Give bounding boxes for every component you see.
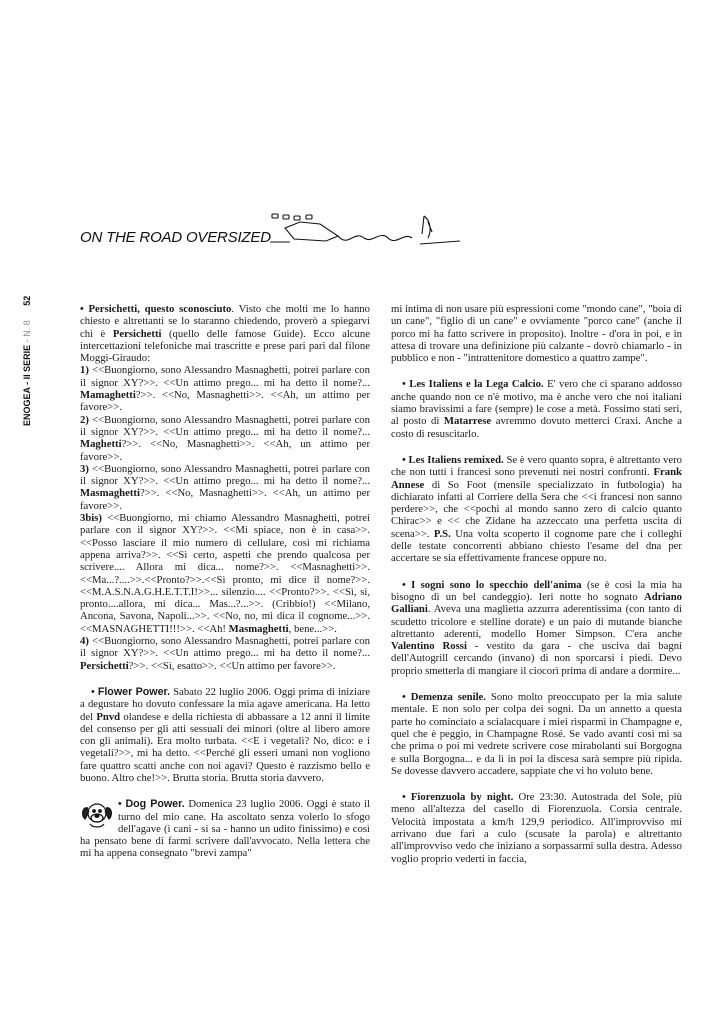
article-les-italiens: • Les Italiens e la Lega Calcio. E' vero che ci sparano addosso anche quando non ce n'è motivo, ma è anche vero che noi italiani siamo bravissimi a fare (sempre) le cose a metà. Fossimo stati seri, al posto di Matarrese avremmo dovuto metterci Craxi. Anche a costo di resuscitarlo.: [391, 378, 682, 440]
dialogue-4: 4) <<Buongiorno, sono Alessandro Masnaghetti, potrei parlare con il signor XY?>>. <<Un attimo prego... mi ha detto il nome?... Persichetti?>>. <<Sì, esatto>>. <<Un attimo per favore>>.: [80, 635, 370, 672]
dialogue-2: 2) <<Buongiorno, sono Alessandro Masnaghetti, potrei parlare con il signor XY?>>. <<Un attimo prego... mi ha detto il nome?... Maghetti?>>. <<No, Masnaghetti>>. <<Ah, un attimo per favore>>.: [80, 413, 370, 463]
article-fiorenzuola: • Fiorenzuola by night. Ore 23:30. Autostrada del Sole, più meno all'altezza del casello di Fiorenzuola. Corsia centrale. Velocità impostata a km/h 129,9 periodico. All'improvviso mi arrivano due fari a culo (scusate la parola) e altrettanto all'improvviso vedo che iniziano a sorpassarmi sulla destra. Adesso voglio proprio vederti in faccia,: [391, 791, 682, 865]
dialogue-3bis: 3bis) <<Buongiorno, mi chiamo Alessandro Masnaghetti, potrei parlare con il signor XY?>>. <<Mi spiace, non è in casa>>. <<Posso lasciare il mio numero di cellulare, così mi richiama appena arriva?>>. <<Sì certo, aspetti che prendo qualcosa per scrivere.... Allora mi dica... nome?>>. <<Masnaghetti>>.<<Ma...?....>>.<<Pronto?>>.<<Sì pronto, mi dice il nome?>>.<<M.A.S.N.A.G.H.E.T.T.I!>>... silenzio.... <<Pronto?>>. <<Sì, sì, pronto....allora, mi dica... Mas...?...>>. (Cribbio!) <<Milano, Ancona, Savona, Napoli...>>. <<No, no, mi dica il cognome...>>. <<MASNAGHETTI!!!>>. <<Ah! Masmaghetti, bene...>>.: [80, 512, 370, 635]
article-les-italiens-remixed: • Les Italiens remixed. Se è vero quanto sopra, è altrettanto vero che non tutti i francesi sono prevenuti nei nostri confronti. Frank Annese di So Foot (mensile specializzato in futbologia) ha dichiarato infatti al Corriere della Sera che <<i francesi non sanno perdere>>, che <<pochi al mondo sanno zero di calcio quanto Chirac>> e << che Zidane ha azzeccato una perfetta uscita di scena>>. P.S. Una volta scoperto il cognome pare che i colleghi delle testate concorrenti abbiano chiesto l'esame del dna per accertare se sia effettivamente francese oppure no.: [391, 453, 683, 565]
article-flower-power: • Flower Power. Sabato 22 luglio 2006. Oggi prima di iniziare a degustare ho dovuto confessare la mia agave americana. Ha letto del Pnvd olandese e della richiesta di abbassare a 12 anni il limite del consenso per gli atti sessuali dei minori (oltre al libero amore con gli animali). Era molto turbata. <<E i vegetali? No, dico: e i vegetali?>>, mi ha detto. <<Perché gli esseri umani non vogliono fare quattro scatti anche con noi agavi? Questo è razzismo bello e buono. Altro che!>>. Brutta storia. Brutta storia davvero.: [80, 685, 370, 784]
dog-cartoon-icon: [80, 798, 114, 830]
left-column: [80, 303, 370, 860]
article-persichetti: • Persichetti, questo sconosciuto. Visto che molti me lo hanno chiesto e altrettanti se lo staranno chiedendo, proverò a spiegarvi chi è Persichetti (quello delle famose Guide). Ecco alcune intercettazioni telefoniche mai trascritte e prese pari pari dal filone Moggi-Giraudo:: [80, 303, 370, 365]
article-demenza-senile: • Demenza senile. Sono molto preoccupato per la mia salute mentale. E non solo per colpa dei sogni. Da un annetto a questa parte ho cominciato a scialacquare i miei risparmi in Champagne e, quel che è peggio, in Champagne Rosé. Se vado avanti così mi sa che prima o poi mi vedrete scrivere cose mirabolanti sui Borgogna e sulla Borgogna... e da lì in poi la discesa sarà sempre più ripida. Se dovesse davvero accadere, sappiate che vi ho voluto bene.: [391, 691, 682, 777]
magazine-name: ENOGEA - II SERIE: [22, 344, 32, 426]
article-dog-power-cont: mi intima di non usare più espressioni come "mondo cane", "boia di un cane", "figlio di un cane" e ovviamente "porco cane" (anche il porco mi ha fatto scrivere in proposito). Inoltre - d'ora in poi, e in attesa di trovare una definizione più calzante - dovrò chiamarlo - in pubblico e non - "intrattenitore domestico a quattro zampe".: [391, 303, 682, 365]
issue-number: - N. 8: [22, 320, 32, 343]
section-title: ON THE ROAD OVERSIZED: [80, 229, 271, 246]
dialogue-1: 1) <<Buongiorno, sono Alessandro Masnaghetti, potrei parlare con il signor XY?>>. <<Un attimo prego... mi ha detto il nome?... Mamaghetti?>>. <<No, Masnaghetti>>. <<Ah, un attimo per favore>>.: [80, 364, 370, 414]
article-dog-power: • Dog Power. Domenica 23 luglio 2006. Oggi è stato il turno del mio cane. Ha ascoltato senza volerlo lo sfogo dell'agave (i cani - si sa - hanno un udito finissimo) e così ha pensato bene di farmi scrivere dall'avvocato. Nella lettera che mi ha appena consegnato "brevi zampa": [80, 798, 370, 860]
article-i-sogni: • I sogni sono lo specchio dell'anima (se è così la mia ha bisogno di un bel candeggio). Ieri notte ho sognato Adriano Galliani. Aveva una maglietta azzurra aderentissima (con tanto di scudetto tricolore e stelline dorate) e un paio di mutande bianche altrettanto aderenti, modello Homer Simpson. C'era anche Valentino Rossi - vestito da gara - che usciva dai bagni dell'Autogrill cercando (invano) di non sporcarsi i piedi. Devo proprio smetterla di mangiare il ciocorì prima di andare a dormire...: [391, 578, 683, 677]
section-header: [80, 208, 480, 252]
side-running-head: [22, 286, 42, 426]
dialogue-3: 3) <<Buongiorno, sono Alessandro Masnaghetti, potrei parlare con il signor XY?>>. <<Un attimo prego... mi ha detto il nome?... Masmaghetti?>>. <<No, Masnaghetti>>. <<Ah, un attimo per favore>>.: [80, 462, 370, 512]
right-column: [391, 303, 682, 865]
page-number: 52: [22, 295, 32, 306]
